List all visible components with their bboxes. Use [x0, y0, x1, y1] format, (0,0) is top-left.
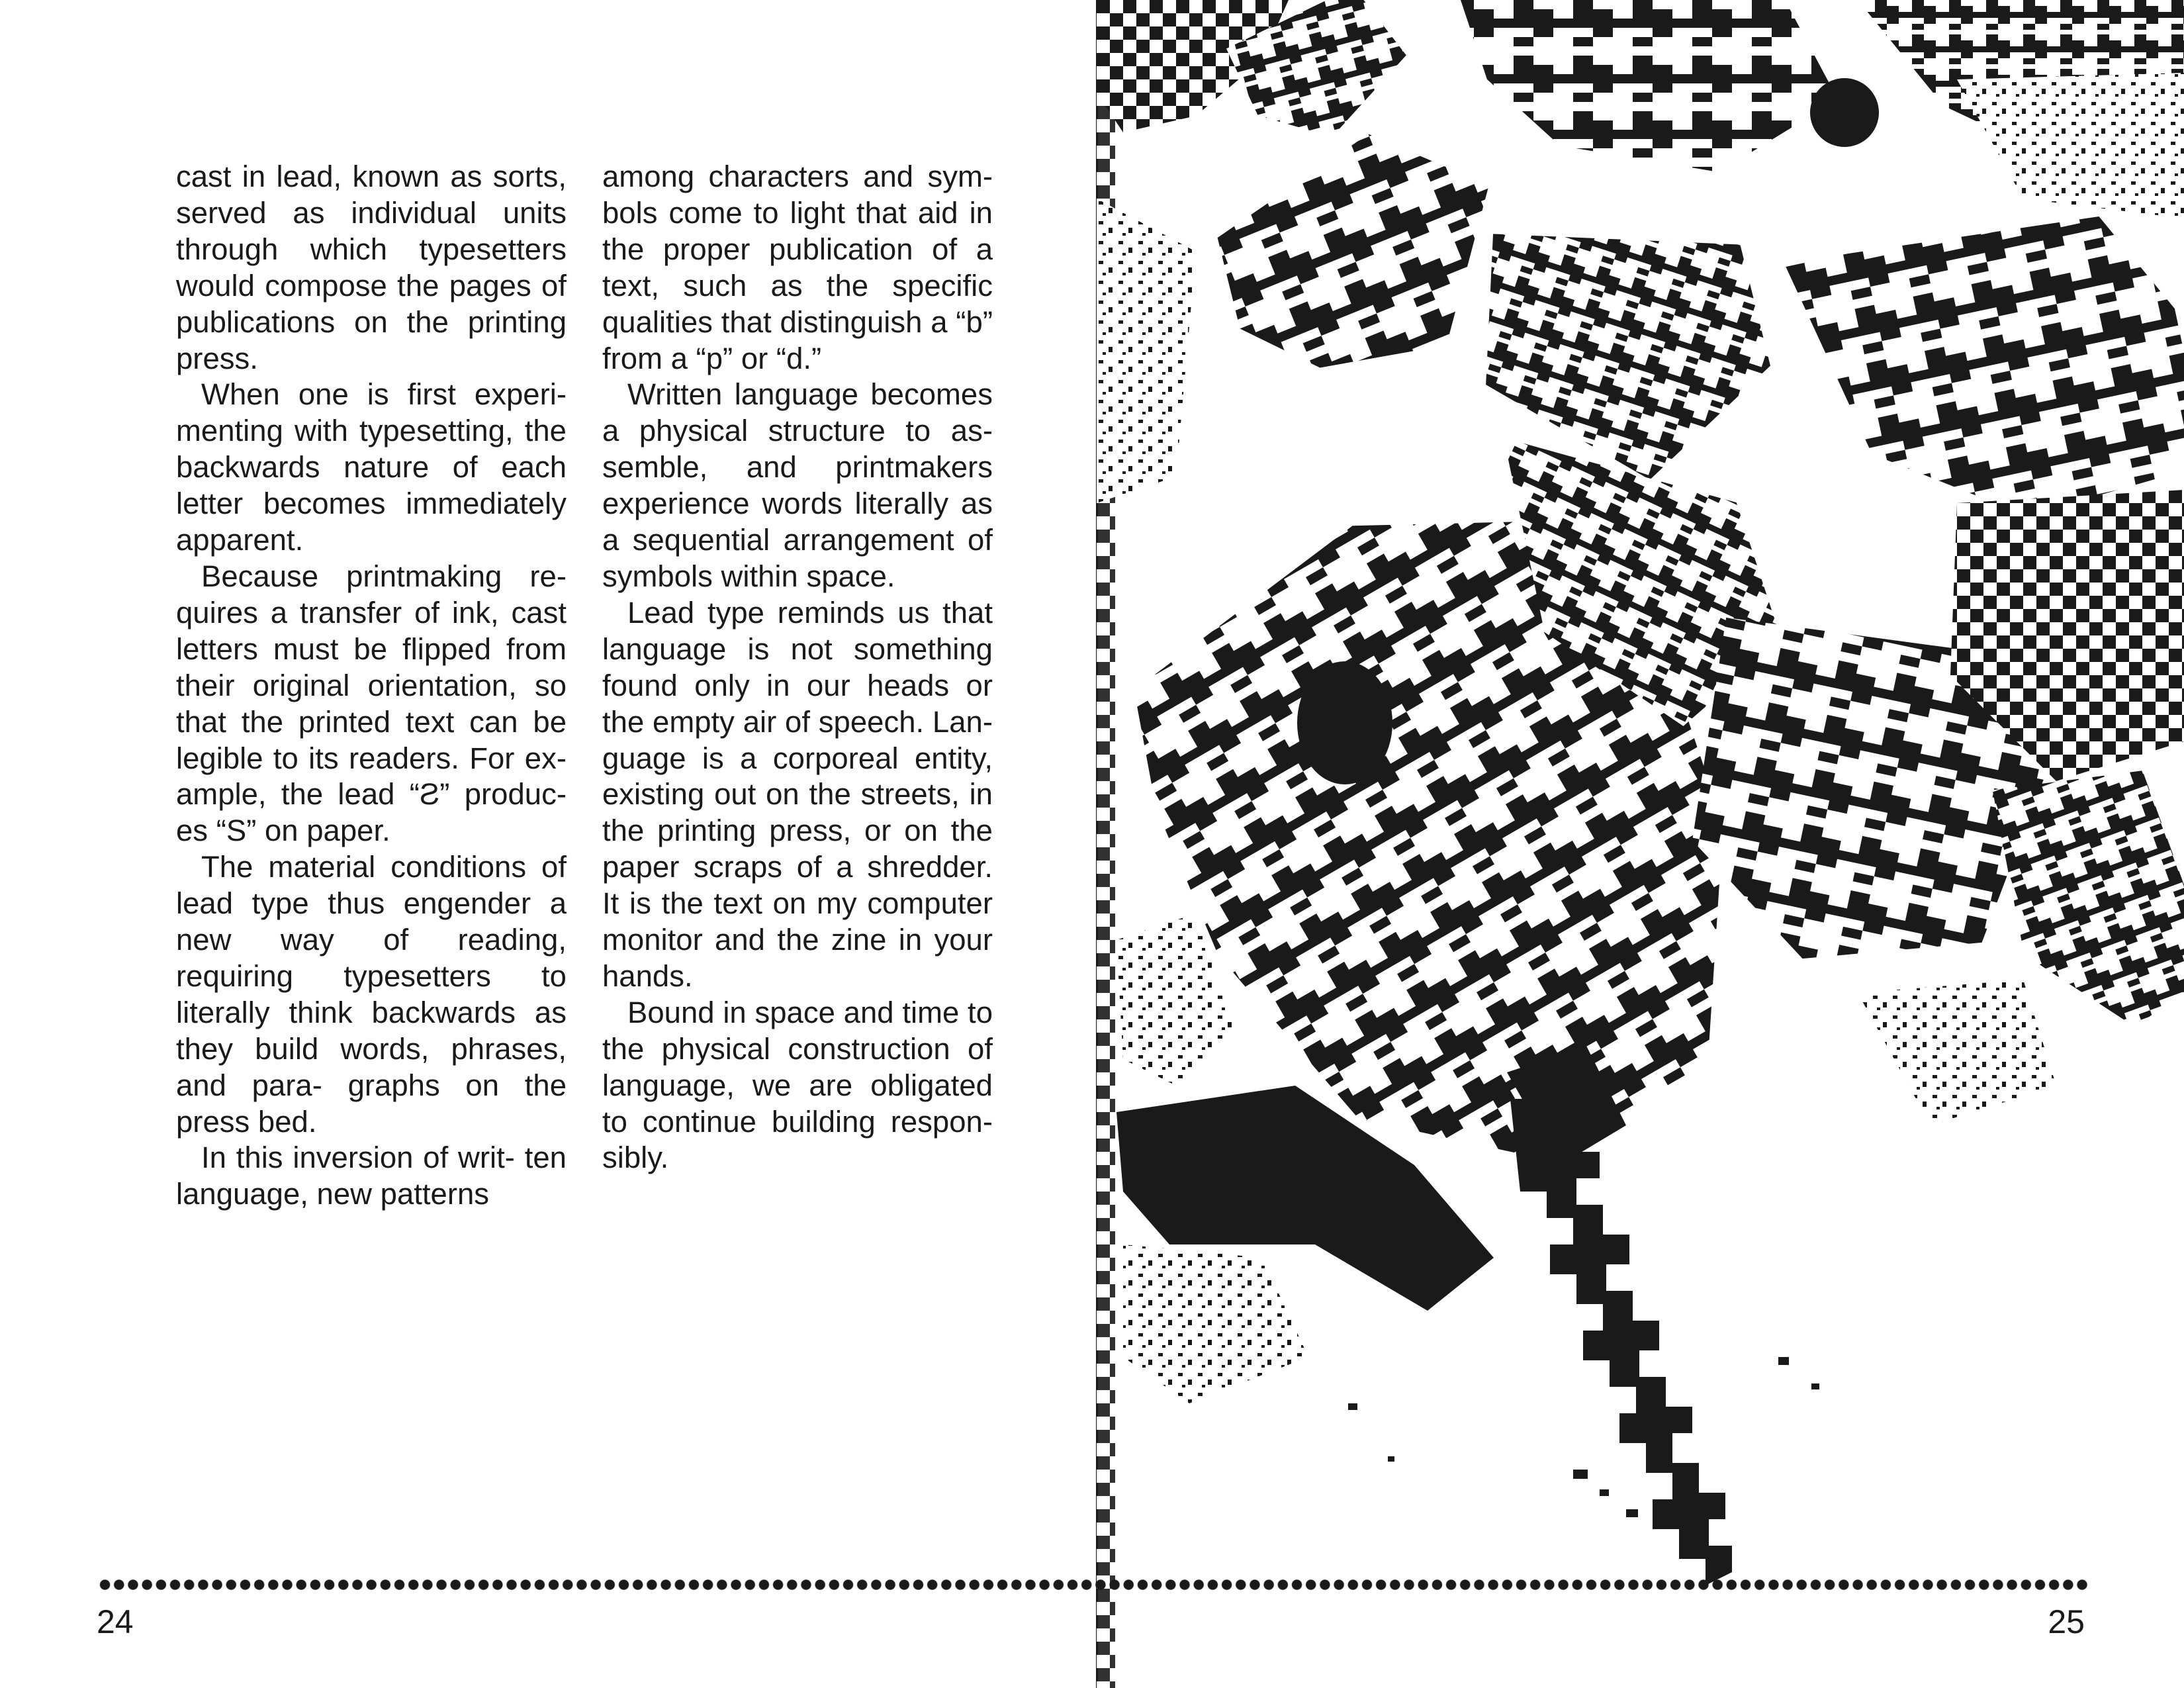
right-page	[1097, 0, 2184, 1688]
paragraph: Written language becomes a physical structure to as- semble, and printmakers experience words literally as a sequential arrangement of symbols within space.	[602, 377, 993, 593]
paragraph: The material conditions of lead type thus engender a new way of reading, requiring typesetters to literally think backwards as they build words, phrases, and para- graphs on the press bed.	[176, 850, 567, 1139]
text-column-2	[602, 159, 993, 1176]
paragraph: Lead type reminds us that language is not something found only in our heads or the empty air of speech. Lan- guage is a corporeal entity, existing out on the streets, in the printing press, or on the paper scraps of a shredder. It is the text on my computer monitor and the zine in your hands.	[602, 595, 993, 993]
page-number-right: 25	[2048, 1603, 2085, 1640]
text-column-1	[176, 159, 567, 1213]
paragraph: When one is first experi- menting with typesetting, the backwards nature of each letter becomes immediately apparent.	[176, 377, 567, 557]
paragraph: among characters and sym- bols come to light that aid in the proper publication of a text, such as the specific qualities that distinguish a “b” from a “p” or “d.”	[602, 160, 993, 375]
paragraph: Because printmaking re- quires a transfer of ink, cast letters must be flipped from their original orientation, so that the printed text can be legible to its readers. For ex- ample, the lead “Ƨ” produc- es “S” on paper.	[176, 559, 567, 848]
paragraph: In this inversion of writ- ten language, new patterns	[176, 1141, 567, 1211]
paragraph: Bound in space and time to the physical construction of language, we are obligated to continue building respon- sibly.	[602, 995, 993, 1175]
page-number-left: 24	[97, 1603, 134, 1640]
dotted-rule	[98, 1577, 2089, 1593]
zigzag-artwork	[1097, 0, 2184, 1688]
paragraph: cast in lead, known as sorts, served as individual units through which typesetters would compose the pages of publications on the printing press.	[176, 160, 567, 375]
